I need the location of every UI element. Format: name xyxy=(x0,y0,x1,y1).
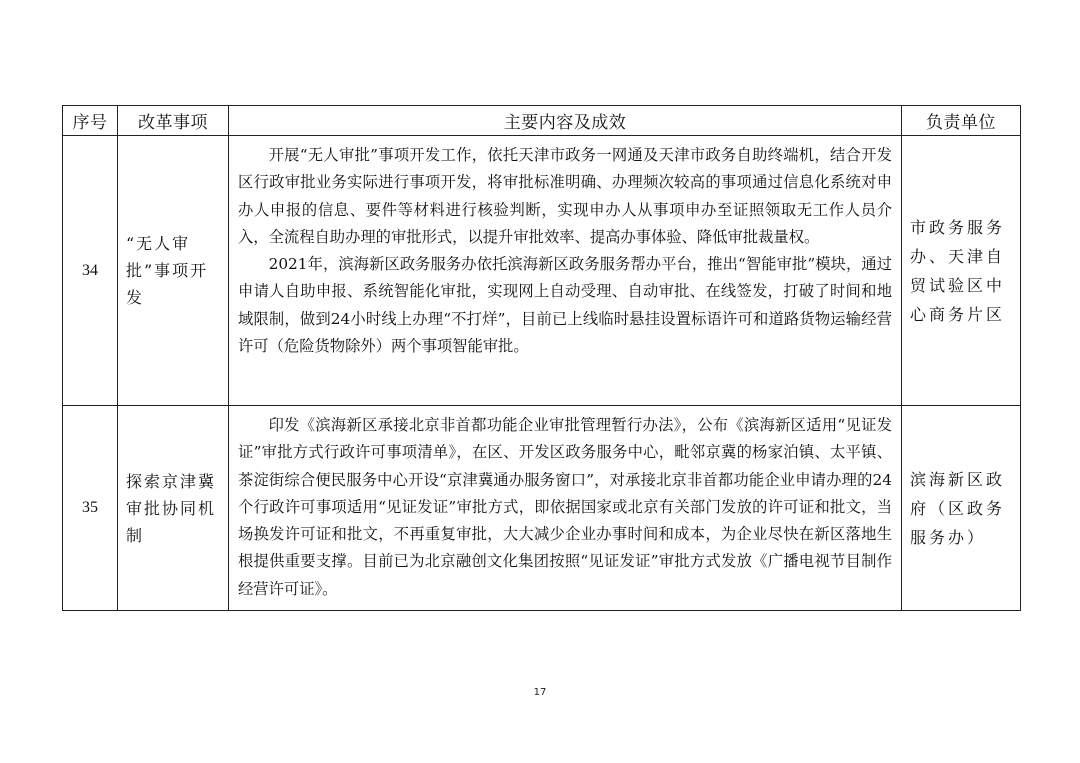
content-paragraph: 开展“无人审批”事项开发工作，依托天津市政务一网通及天津市政务自助终端机，结合开发区行政审批业务实际进行事项开发，将审批标准明确、办理频次较高的事项通过信息化系统对申办人申报的信息、要件等材料进行核验判断，实现申办人从事项申办至证照领取无工作人员介入，全流程自助办理的审批形式，以提升审批效率、提高办事体验、降低审批裁量权。 xyxy=(238,146,892,246)
row-content xyxy=(229,406,902,611)
row-responsible-unit: 市政务服务办、天津自贸试验区中心商务片区 xyxy=(902,136,1021,406)
table-header-row xyxy=(63,106,1021,136)
table-row xyxy=(63,406,1021,611)
header-unit: 负责单位 xyxy=(902,106,1021,136)
row-content xyxy=(229,136,902,406)
row-number: 34 xyxy=(63,136,118,406)
content-paragraph: 2021年，滨海新区政务服务办依托滨海新区政务服务帮办平台，推出“智能审批”模块，通过申请人自助申报、系统智能化审批，实现网上自动受理、自动审批、在线签发，打破了时间和地域限制，做到24小时线上办理“不打烊”，目前已上线临时悬挂设置标语许可和道路货物运输经营许可（危险货物除外）两个事项智能审批。 xyxy=(238,255,892,356)
row-number: 35 xyxy=(63,406,118,611)
row-reform-item: 探索京津冀审批协同机制 xyxy=(118,406,229,611)
row-reform-item: “无人审批”事项开发 xyxy=(118,136,229,406)
reform-table xyxy=(62,105,1021,611)
page-number: 17 xyxy=(533,687,547,698)
content-paragraph: 印发《滨海新区承接北京非首都功能企业审批管理暂行办法》，公布《滨海新区适用“见证发证”审批方式行政许可事项清单》，在区、开发区政务服务中心，毗邻京冀的杨家泊镇、太平镇、茶淀街综合便民服务中心开设“京津冀通办服务窗口”，对承接北京非首都功能企业申请办理的24个行政许可事项适用“见证发证”审批方式，即依据国家或北京有关部门发放的许可证和批文，当场换发许可证和批文，不再重复审批，大大减少企业办事时间和成本，为企业尽快在新区落地生根提供重要支撑。目前已为北京融创文化集团按照“见证发证”审批方式发放《广播电视节目制作经营许可证》。 xyxy=(238,416,892,598)
header-content: 主要内容及成效 xyxy=(229,106,902,136)
header-number: 序号 xyxy=(63,106,118,136)
header-item: 改革事项 xyxy=(118,106,229,136)
row-responsible-unit: 滨海新区政府（区政务服务办） xyxy=(902,406,1021,611)
table-row xyxy=(63,136,1021,406)
